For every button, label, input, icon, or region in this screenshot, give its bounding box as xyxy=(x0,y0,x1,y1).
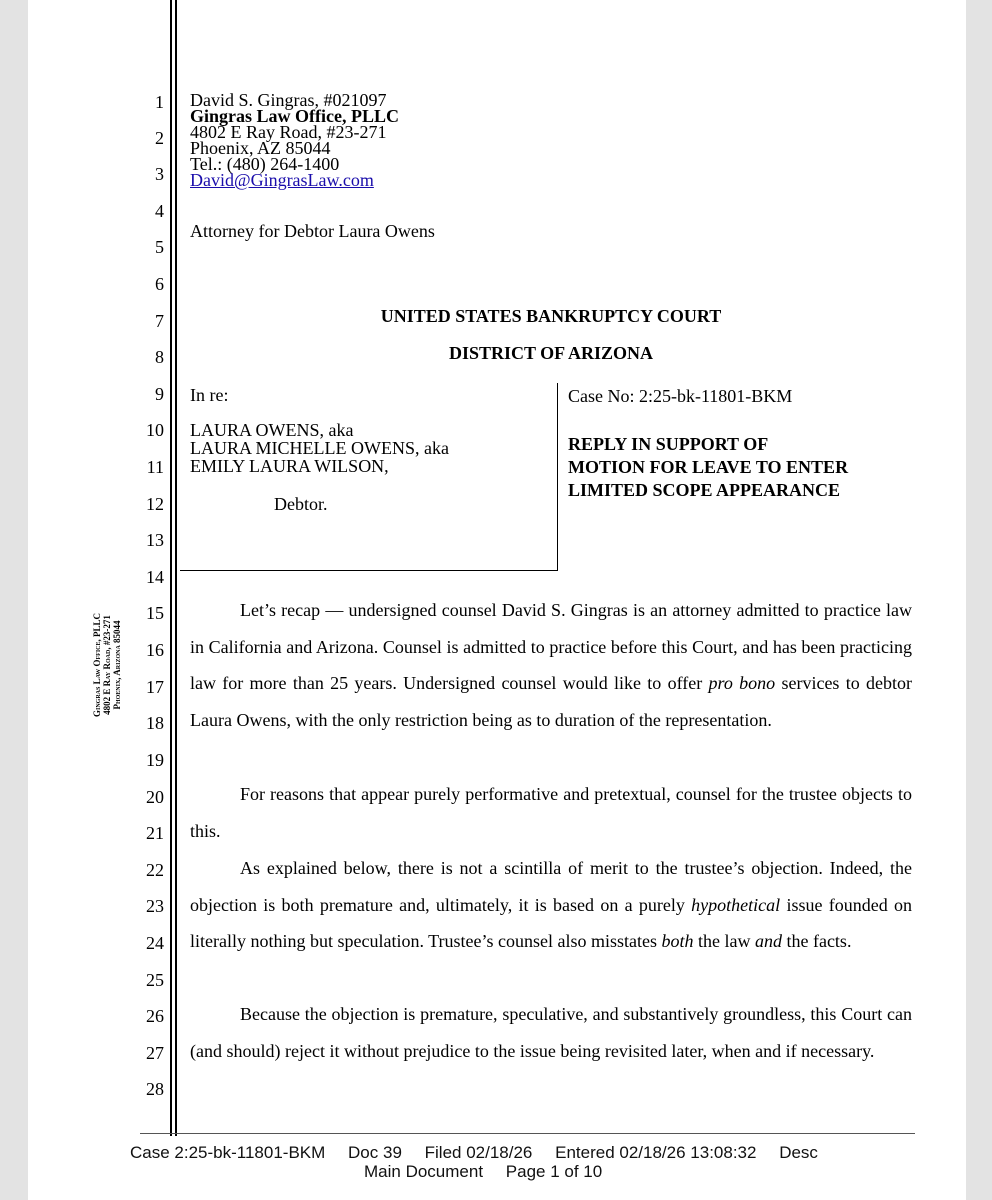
court-district: DISTRICT OF ARIZONA xyxy=(448,343,654,363)
party-name-line: LAURA MICHELLE OWENS, aka xyxy=(190,438,449,458)
stamp-line: Gingras Law Office, PLLC xyxy=(92,612,102,718)
line-number: 9 xyxy=(155,384,164,404)
party-role: Debtor. xyxy=(274,494,328,514)
line-number: 1 xyxy=(155,92,164,112)
caption-divider-vertical xyxy=(557,383,558,571)
right-margin-strip xyxy=(966,0,992,1200)
paragraph-text: services to debtor Laura Owens, with the only restriction being as to duration of the representation. xyxy=(190,673,913,730)
phone: Tel.: (480) 264-1400 xyxy=(190,154,340,174)
firm-side-stamp xyxy=(92,613,122,717)
paragraph-text: the law xyxy=(693,931,755,951)
line-number: 11 xyxy=(146,457,164,477)
document-title-line: LIMITED SCOPE APPEARANCE xyxy=(568,480,841,500)
paragraph-4: Because the objection is premature, speculative, and substantively groundless, this Court can (and should) reject it without prejudice to the issue being revisited later, when and if necessary. xyxy=(190,1004,912,1061)
case-number: Case No: 2:25-bk-11801-BKM xyxy=(568,386,793,406)
paragraph-text: Let’s recap — undersigned counsel David S. Gingras is an attorney admitted to practice law in California and Arizona. Counsel is admitted to practice before this Court, and has been practicing law for more than 25 years. Undersigned counsel would like to offer xyxy=(190,600,912,693)
in-re-label: In re: xyxy=(190,385,229,405)
line-number: 17 xyxy=(146,677,164,697)
line-number: 19 xyxy=(146,750,164,770)
line-number: 24 xyxy=(146,933,164,953)
document-title-line: MOTION FOR LEAVE TO ENTER xyxy=(568,457,849,477)
line-number: 3 xyxy=(155,164,164,184)
paragraph-text: As explained below, there is not a scintilla of merit to the trustee’s objection. Indeed, the objection is both premature and, ultimately, it is based on a purely xyxy=(190,858,912,915)
party-name-line: LAURA OWENS, aka xyxy=(190,420,354,440)
line-number: 25 xyxy=(146,970,164,990)
caption-divider-horizontal xyxy=(180,570,558,571)
address-line: Phoenix, AZ 85044 xyxy=(190,138,331,158)
line-number: 21 xyxy=(146,823,164,843)
attorney-role: Attorney for Debtor Laura Owens xyxy=(190,221,435,241)
footer-rule xyxy=(140,1133,915,1134)
firm-name: Gingras Law Office, PLLC xyxy=(190,106,399,126)
line-number: 13 xyxy=(146,530,164,550)
email-link[interactable]: David@GingrasLaw.com xyxy=(190,170,374,190)
attorney-header xyxy=(190,92,399,188)
stamp-line: 4802 E Ray Road, #23-271 xyxy=(102,615,112,715)
emphasis-text: both xyxy=(661,931,694,951)
footer-doc: Doc 39 xyxy=(348,1143,402,1162)
footer-case: Case 2:25-bk-11801-BKM xyxy=(130,1143,326,1162)
line-number: 18 xyxy=(146,713,164,733)
line-number: 5 xyxy=(155,237,164,257)
emphasis-text: pro bono xyxy=(708,673,776,693)
line-number: 27 xyxy=(146,1043,164,1063)
attorney-name: David S. Gingras, #021097 xyxy=(190,90,387,110)
footer-entered: Entered 02/18/26 13:08:32 xyxy=(555,1143,757,1162)
paragraph-1 xyxy=(190,592,912,738)
address-line: 4802 E Ray Road, #23-271 xyxy=(190,122,387,142)
footer-desc: Desc xyxy=(779,1143,818,1162)
line-number: 2 xyxy=(155,128,164,148)
line-number: 10 xyxy=(146,420,164,440)
ecf-footer xyxy=(130,1143,836,1181)
line-number: 23 xyxy=(146,896,164,916)
line-number: 7 xyxy=(155,311,164,331)
line-number: 15 xyxy=(146,603,164,623)
left-margin-strip xyxy=(0,0,28,1200)
party-name-line: EMILY LAURA WILSON, xyxy=(190,456,389,476)
document-title-line: REPLY IN SUPPORT OF xyxy=(568,434,769,454)
emphasis-text: hypothetical xyxy=(691,894,781,915)
margin-rule-inner xyxy=(175,0,177,1136)
line-number: 20 xyxy=(146,787,164,807)
footer-page: Page 1 of 10 xyxy=(505,1162,603,1181)
court-name: UNITED STATES BANKRUPTCY COURT xyxy=(380,306,722,326)
line-number: 16 xyxy=(146,640,164,660)
line-number: 8 xyxy=(155,347,164,367)
footer-main-doc: Main Document xyxy=(364,1162,484,1181)
paragraph-text: the facts. xyxy=(781,931,852,951)
line-number: 22 xyxy=(146,860,164,880)
emphasis-text: and xyxy=(754,931,782,951)
line-number: 6 xyxy=(155,274,164,294)
line-number: 14 xyxy=(146,567,164,587)
line-number: 4 xyxy=(155,201,164,221)
footer-filed: Filed 02/18/26 xyxy=(424,1143,533,1162)
paragraph-2: For reasons that appear purely performative and pretextual, counsel for the trustee objects to this. xyxy=(190,784,912,841)
line-number: 28 xyxy=(146,1079,164,1099)
paragraph-3 xyxy=(190,850,912,960)
margin-rule-outer xyxy=(170,0,172,1136)
paragraph-text: issue founded on literally nothing but speculation. Trustee’s counsel also misstates xyxy=(190,894,913,951)
line-number: 12 xyxy=(146,494,164,514)
stamp-line: Phoenix, Arizona 85044 xyxy=(112,620,122,710)
line-number: 26 xyxy=(146,1006,164,1026)
